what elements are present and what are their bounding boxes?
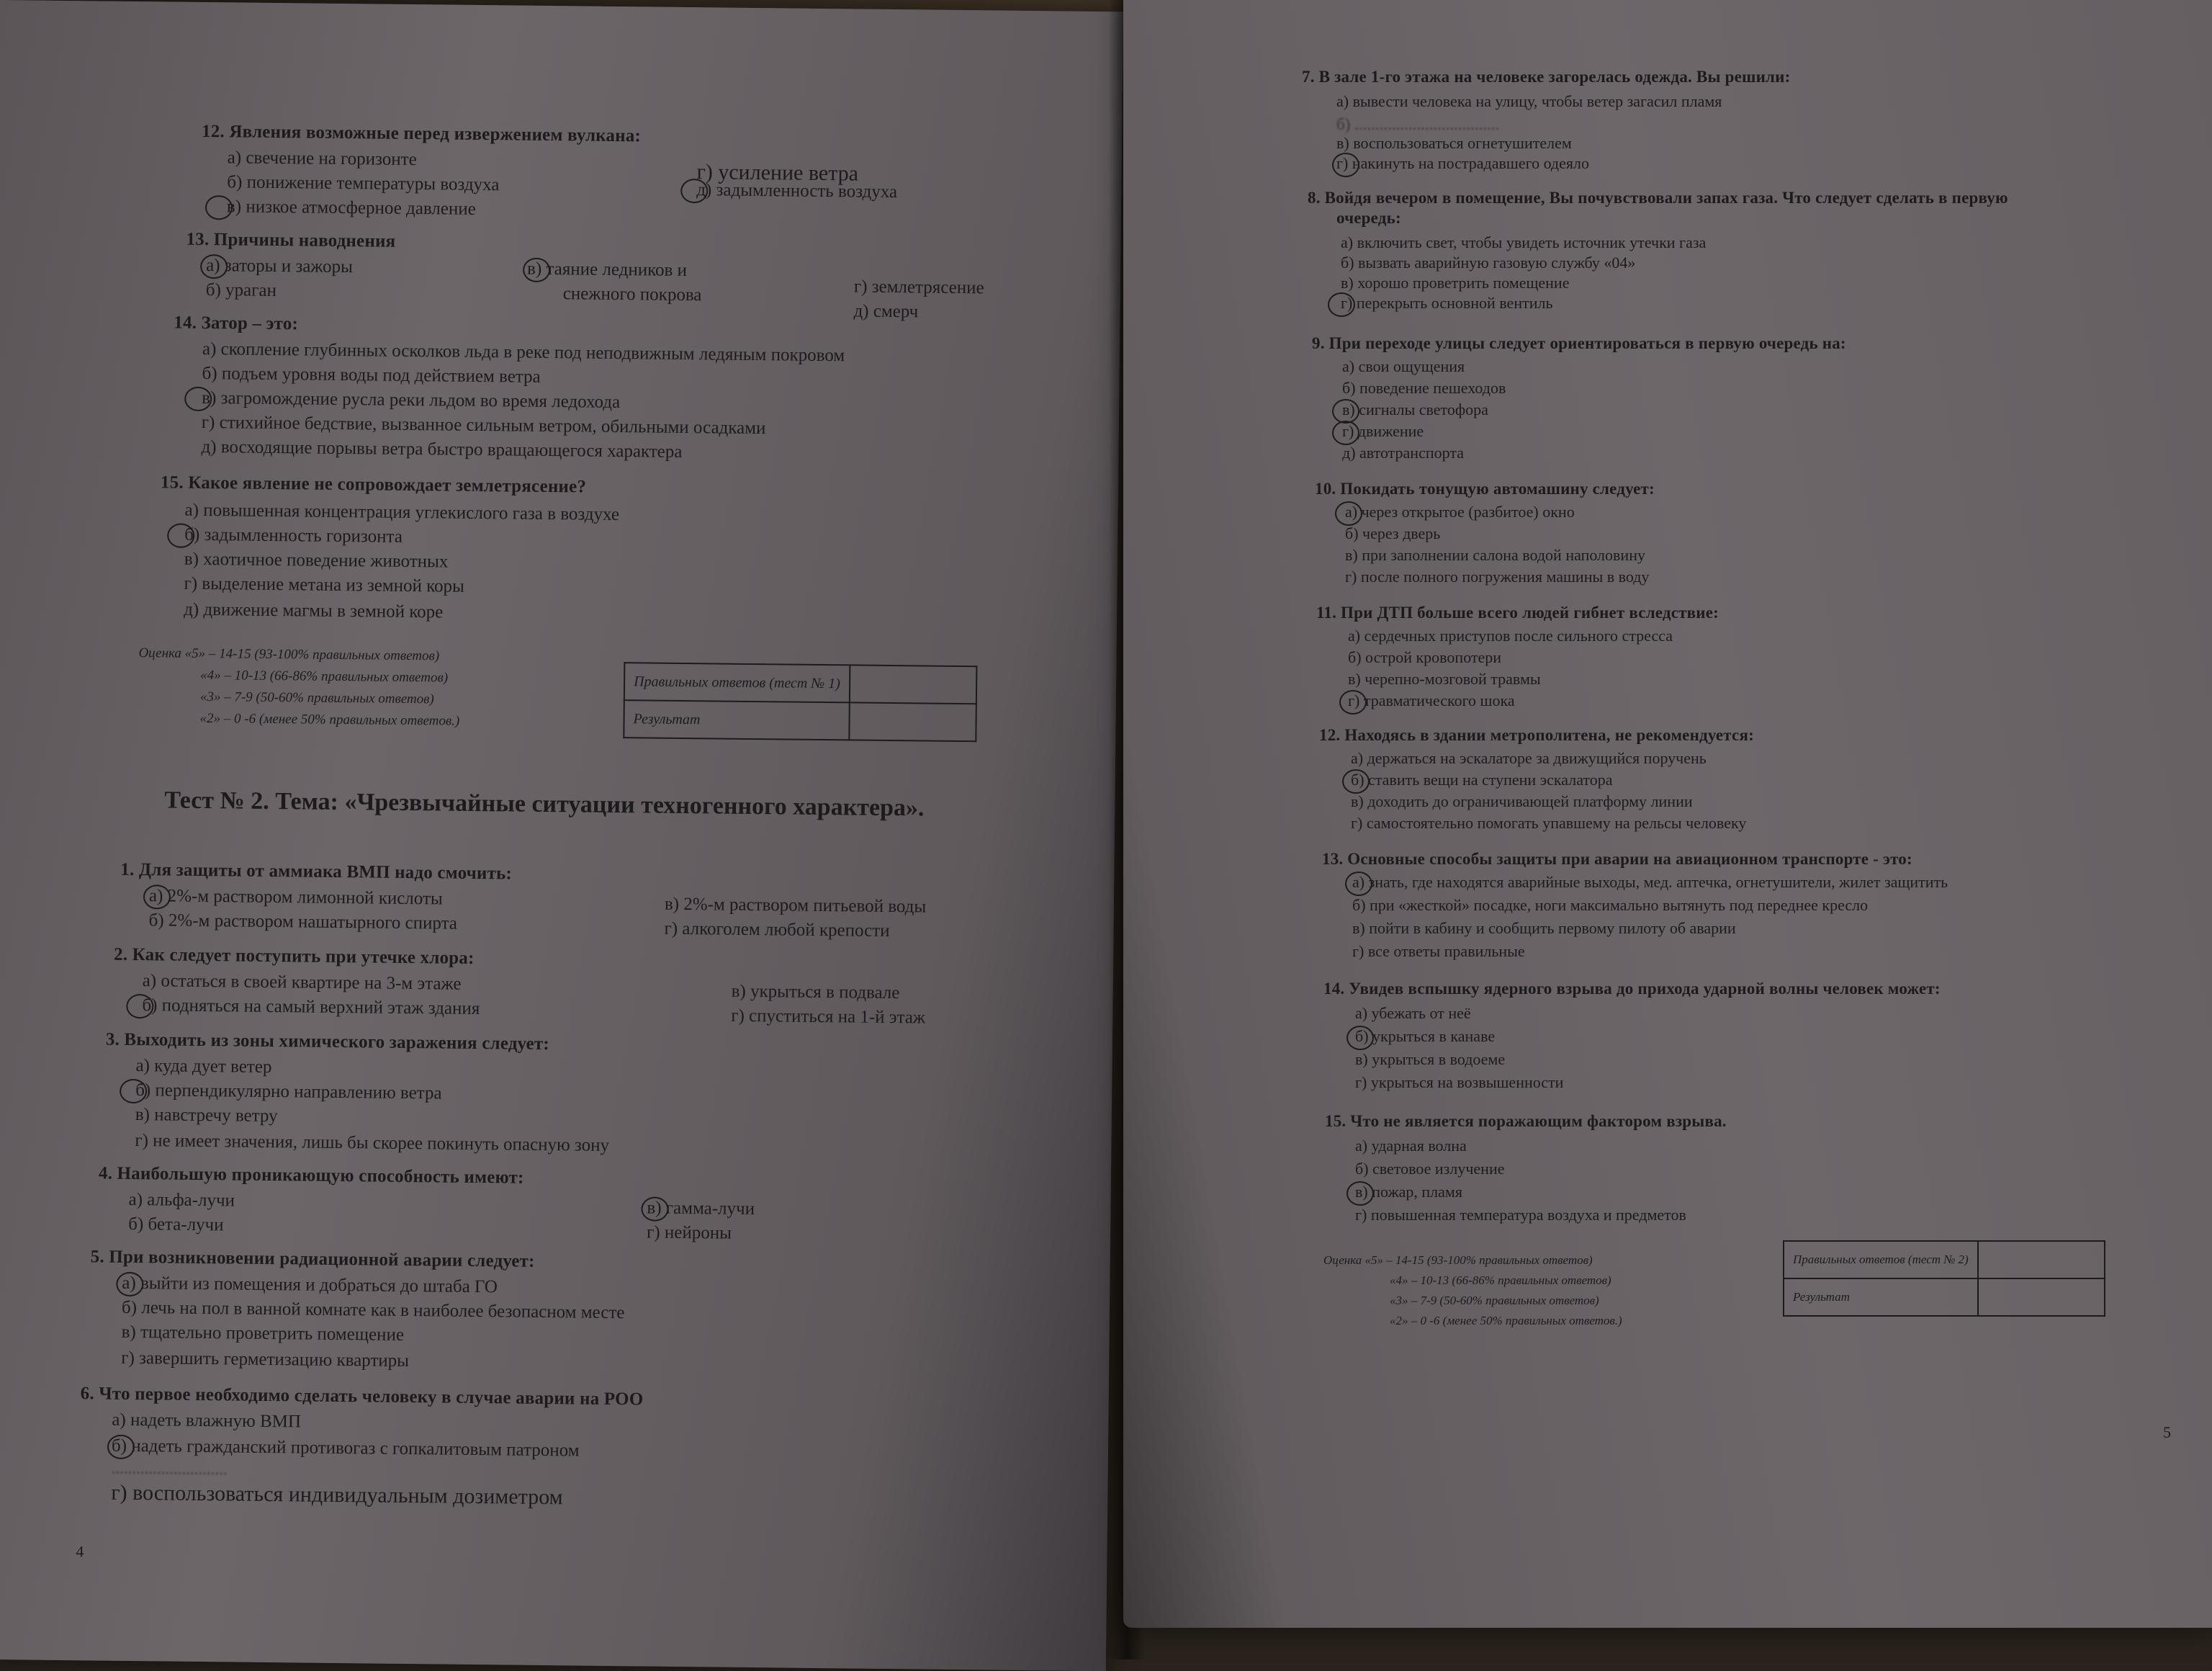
grading-line: «4» – 10-13 (66-86% правильных ответов) <box>200 667 449 686</box>
grading-line: «2» – 0 -6 (менее 50% правильных ответов.) <box>199 710 460 729</box>
question-title: 13. Основные способы защиты при аварии на авиационном транспорте - это: <box>1322 850 1912 868</box>
answer-option: б) подняться на самый верхний этаж здания <box>142 995 480 1019</box>
grading-line: «2» – 0 -6 (менее 50% правильных ответов.) <box>1390 1314 1622 1327</box>
question-title: 10. Покидать тонущую автомашину следует: <box>1315 480 1655 498</box>
answer-option: а) вывести человека на улицу, чтобы ветер загасил пламя <box>1336 92 1722 110</box>
grading-line: «3» – 7-9 (50-60% правильных ответов) <box>199 689 434 707</box>
answer-option: в) тщательно проветрить помещение <box>121 1322 405 1345</box>
question-title: 12. Явления возможные перед извержением вулкана: <box>201 121 642 146</box>
answer-option: д) восходящие порывы ветра быстро вращающегося характера <box>201 436 683 462</box>
question-title: 4. Наибольшую проникающую способность имеют: <box>98 1163 524 1188</box>
result-table-cell <box>849 702 976 741</box>
answer-option: б) через дверь <box>1345 524 1441 542</box>
right-page <box>1123 0 2212 1628</box>
answer-option: г) спуститься на 1-й этаж <box>731 1005 926 1028</box>
answer-option: а) альфа-лучи <box>128 1189 235 1211</box>
grading-line: «3» – 7-9 (50-60% правильных ответов) <box>1390 1294 1599 1307</box>
question-title: 13. Причины наводнения <box>186 229 396 251</box>
grading-line: Оценка «5» – 14-15 (93-100% правильных ответов) <box>1323 1253 1593 1267</box>
smudged-text: б) ................................... <box>1336 115 1500 133</box>
answer-option: д) движение магмы в земной коре <box>184 599 444 622</box>
answer-option: а) 2%-м раствором лимонной кислоты <box>148 886 443 909</box>
question-title: 14. Затор – это: <box>174 313 299 334</box>
result-table <box>1783 1240 2105 1317</box>
answer-option: б) при «жесткой» посадке, ноги максимально вытянуть под переднее кресло <box>1352 896 1869 914</box>
page-number: 4 <box>76 1542 84 1561</box>
answer-option: г) повышенная температура воздуха и предметов <box>1355 1206 1686 1224</box>
question-title: 14. Увидев вспышку ядерного взрыва до прихода ударной волны человек может: <box>1323 980 1941 998</box>
question-title: 12. Находясь в здании метрополитена, не рекомендуется: <box>1319 726 1754 744</box>
answer-option: а) надеть влажную ВМП <box>112 1410 302 1432</box>
question-title: 9. При переходе улицы следует ориентироваться в первую очередь на: <box>1312 334 1846 352</box>
answer-option: б) световое излучение <box>1355 1160 1505 1178</box>
answer-option: б) лечь на пол в ванной комнате как в наиболее безопасном месте <box>121 1297 625 1323</box>
answer-option: а) куда дует ветер <box>135 1056 272 1078</box>
answer-option: в) черепно-мозговой травмы <box>1348 670 1541 688</box>
answer-option: б) укрыться в канаве <box>1355 1027 1496 1045</box>
question-title: 15. Какое явление не сопровождает землетрясение? <box>160 472 587 497</box>
question-title: 8. Войдя вечером в помещение, Вы почувствовали запах газа. Что следует сделать в первую <box>1308 189 2008 207</box>
answer-option: а) убежать от неё <box>1355 1004 1471 1022</box>
answer-option: г) стихийное бедствие, вызванное сильным ветром, обильными осадками <box>201 412 766 439</box>
answer-option: в) 2%-м раствором питьевой воды <box>664 894 927 917</box>
grading-line: Оценка «5» – 14-15 (93-100% правильных ответов) <box>138 645 440 664</box>
answer-option: г) травматического шока <box>1348 691 1515 709</box>
answer-option: а) скопление глубинных осколков льда в реке под неподвижным ледяным покровом <box>202 339 845 366</box>
answer-option: г) алкоголем любой крепости <box>664 918 890 941</box>
grading-line: «4» – 10-13 (66-86% правильных ответов) <box>1390 1273 1611 1287</box>
question-title: 6. Что первое необходимо сделать человеку в случае аварии на РОО <box>80 1384 644 1410</box>
answer-option: в) загромождение русла реки льдом во время ледохода <box>202 387 621 413</box>
answer-option: д) автотранспорта <box>1342 444 1464 462</box>
answer-option: а) включить свет, чтобы увидеть источник утечки газа <box>1341 233 1707 251</box>
answer-option: а) знать, где находятся аварийные выходы, мед. аптечка, огнетушители, жилет защитить <box>1352 873 1948 891</box>
question-title: 15. Что не является поражающим фактором взрыва. <box>1325 1112 1727 1130</box>
question-title: 5. При возникновении радиационной аварии следует: <box>90 1247 535 1271</box>
result-table-label: Правильных ответов (тест № 2) <box>1784 1241 1978 1278</box>
answer-option: в) при заполнении салона водой наполовину <box>1345 546 1645 564</box>
answer-option: в) воспользоваться огнетушителем <box>1336 134 1572 152</box>
answer-option: в) навстречу ветру <box>135 1105 278 1126</box>
answer-option: б) надеть гражданский противогаз с гопкалитовым патроном <box>111 1435 580 1461</box>
result-table-label: Результат <box>1784 1278 1978 1316</box>
question-title: 3. Выходить из зоны химического заражения следует: <box>105 1029 549 1054</box>
answer-option: в) укрыться в водоеме <box>1355 1050 1506 1068</box>
answer-option: а) через открытое (разбитое) окно <box>1345 503 1575 521</box>
page-number: 5 <box>2163 1423 2171 1441</box>
answer-option: а) ударная волна <box>1355 1137 1467 1155</box>
answer-option: г) движение <box>1342 422 1424 440</box>
answer-option: г) укрыться на возвышенности <box>1355 1073 1564 1091</box>
result-table-label: Правильных ответов (тест № 1) <box>624 663 850 702</box>
smudged-text: ............................ <box>111 1459 228 1479</box>
answer-option: а) остаться в своей квартире на 3-м этаже <box>142 971 462 994</box>
answer-option: б) понижение температуры воздуха <box>227 172 500 195</box>
answer-option: в) хаотичное поведение животных <box>184 549 449 572</box>
answer-option: в) гамма-лучи <box>647 1198 755 1219</box>
answer-option: а) повышенная концентрация углекислого газа в воздухе <box>184 500 620 525</box>
answer-option: б) вызвать аварийную газовую службу «04» <box>1341 254 1636 272</box>
result-table-label: Результат <box>624 700 849 740</box>
answer-option: в) пойти в кабину и сообщить первому пилоту об аварии <box>1352 919 1736 937</box>
answer-option: а) сердечных приступов после сильного стресса <box>1348 627 1673 645</box>
answer-option: а) выйти из помещения и добраться до штаба ГО <box>122 1273 498 1297</box>
answer-option: в) пожар, пламя <box>1355 1183 1462 1201</box>
answer-option: а) заторы и зажоры <box>206 256 353 277</box>
result-table-cell <box>850 665 977 704</box>
answer-option: г) нейроны <box>646 1222 732 1243</box>
answer-option: б) 2%-м раствором нашатырного спирта <box>148 910 458 933</box>
answer-option: г) землетрясение <box>853 277 984 298</box>
answer-option: г) завершить герметизацию квартиры <box>121 1348 410 1371</box>
question-title: 2. Как следует поступить при утечке хлора: <box>113 944 475 968</box>
answer-option: б) острой кровопотери <box>1348 648 1502 666</box>
answer-option: в) низкое атмосферное давление <box>226 197 476 219</box>
answer-option: в) укрыться в подвале <box>731 981 900 1003</box>
answer-option: д) смерч <box>853 301 919 322</box>
answer-option: г) накинуть на пострадавшего одеяло <box>1336 154 1589 172</box>
answer-option: б) задымленность горизонта <box>184 524 403 547</box>
question-title: 1. Для защиты от аммиака ВМП надо смочить: <box>120 859 513 884</box>
answer-option: б) подъем уровня воды под действием ветра <box>202 363 541 387</box>
result-table-cell <box>1978 1278 2105 1316</box>
answer-option: б) бета-лучи <box>128 1214 224 1235</box>
answer-option: снежного покрова <box>562 284 702 305</box>
answer-option: в) доходить до ограничивающей платформу линии <box>1351 792 1693 810</box>
answer-option: в) хорошо проветрить помещение <box>1341 274 1570 292</box>
answer-option: г) выделение метана из земной коры <box>184 573 465 596</box>
question-title-continued: очередь: <box>1336 209 1401 227</box>
answer-option: б) ураган <box>205 280 277 301</box>
answer-option: б) перпендикулярно направлению ветра <box>135 1080 442 1103</box>
answer-option: г) перекрыть основной вентиль <box>1341 294 1553 312</box>
answer-option: г) не имеет значения, лишь бы скорее покинуть опасную зону <box>135 1131 610 1155</box>
answer-option: г) воспользоваться индивидуальным дозиметром <box>111 1480 563 1510</box>
answer-option: в) сигналы светофора <box>1342 400 1488 418</box>
answer-option: г) все ответы правильные <box>1352 942 1525 960</box>
answer-option: г) усиление ветра <box>696 160 859 186</box>
answer-option: д) задымленность воздуха <box>696 180 898 202</box>
answer-option: а) свечение на горизонте <box>227 148 417 170</box>
answer-option: г) самостоятельно помогать упавшему на рельсы человеку <box>1351 814 1747 832</box>
question-title: 11. При ДТП больше всего людей гибнет вследствие: <box>1316 604 1719 622</box>
answer-option: а) держаться на эскалаторе за движущийся поручень <box>1351 749 1707 767</box>
test-heading: Тест № 2. Тема: «Чрезвычайные ситуации техногенного характера». <box>164 787 925 822</box>
result-table <box>623 662 977 742</box>
answer-option: б) ставить вещи на ступени эскалатора <box>1351 771 1613 789</box>
answer-option: б) поведение пешеходов <box>1342 379 1506 397</box>
answer-option: в) таяние ледников и <box>526 259 688 281</box>
result-table-cell <box>1978 1241 2105 1278</box>
answer-option: г) после полного погружения машины в воду <box>1345 568 1650 586</box>
answer-option: а) свои ощущения <box>1342 357 1465 375</box>
question-title: 7. В зале 1-го этажа на человеке загорелась одежда. Вы решили: <box>1302 68 1791 86</box>
